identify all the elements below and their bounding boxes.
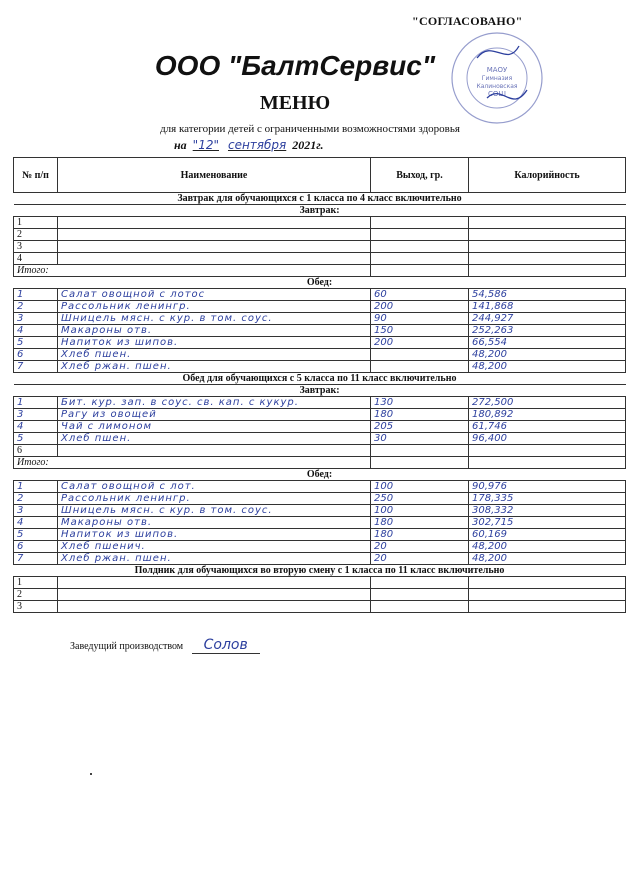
dish-yield: 60: [371, 289, 469, 301]
dish-calories: 48,200: [469, 349, 626, 361]
dish-name: Напиток из шипов.: [58, 529, 371, 541]
signature-label: Заведущий производством: [70, 641, 184, 652]
table-row: [14, 361, 626, 373]
dish-name: Напиток из шипов.: [58, 337, 371, 349]
meal-title: Обед:: [14, 469, 626, 481]
row-number: 1: [14, 577, 58, 589]
dish-calories: 302,715: [469, 517, 626, 529]
header-name: Наименование: [58, 158, 371, 193]
table-row: [14, 589, 626, 601]
stamp-seal: [447, 28, 547, 128]
dish-yield: 20: [371, 541, 469, 553]
dish-name: [58, 589, 371, 601]
row-number: 3: [14, 241, 58, 253]
dish-name: Шницель мясн. с кур. в том. соус.: [58, 505, 371, 517]
row-number: 2: [14, 589, 58, 601]
section-title: Завтрак для обучающихся с 1 класса по 4 класс включительно: [14, 193, 626, 205]
dish-yield: 180: [371, 409, 469, 421]
table-row: [14, 349, 626, 361]
table-row: [14, 433, 626, 445]
dish-name: Чай с лимоном: [58, 421, 371, 433]
dish-calories: 66,554: [469, 337, 626, 349]
table-row: [14, 229, 626, 241]
dish-calories: 96,400: [469, 433, 626, 445]
dish-calories: [469, 241, 626, 253]
dish-name: Рагу из овощей: [58, 409, 371, 421]
row-number: 1: [14, 481, 58, 493]
total-yield: [371, 457, 469, 469]
table-row: [14, 577, 626, 589]
total-row: [14, 457, 626, 469]
date-prefix: на: [174, 138, 187, 152]
dish-calories: 244,927: [469, 313, 626, 325]
dish-name: [58, 601, 371, 613]
dish-name: Рассольник ленингр.: [58, 493, 371, 505]
dish-yield: [371, 601, 469, 613]
meal-title: Обед:: [14, 277, 626, 289]
dish-calories: 48,200: [469, 361, 626, 373]
dish-calories: 48,200: [469, 553, 626, 565]
total-row: [14, 265, 626, 277]
company-name: ООО "БалтСервис": [154, 50, 436, 81]
table-row: [14, 541, 626, 553]
row-number: 5: [14, 529, 58, 541]
table-row: [14, 313, 626, 325]
dish-yield: [371, 229, 469, 241]
table-row: [14, 505, 626, 517]
section-title: Полдник для обучающихся во вторую смену с 1 класса по 11 класс включительно: [14, 565, 626, 577]
table-row: [14, 445, 626, 457]
dish-name: Хлеб пшен.: [58, 433, 371, 445]
stamp-line-4: СОШ: [488, 90, 506, 98]
total-calories: [469, 457, 626, 469]
dish-name: Рассольник ленингр.: [58, 301, 371, 313]
dish-name: [58, 241, 371, 253]
dish-yield: [371, 445, 469, 457]
total-calories: [469, 265, 626, 277]
dish-calories: 308,332: [469, 505, 626, 517]
table-row: [14, 337, 626, 349]
page-title: МЕНЮ: [259, 92, 331, 114]
dish-name: Макароны отв.: [58, 517, 371, 529]
row-number: 2: [14, 493, 58, 505]
meal-title: Завтрак:: [14, 205, 626, 217]
dish-yield: 180: [371, 529, 469, 541]
section-row: [14, 373, 626, 385]
row-number: 3: [14, 505, 58, 517]
dish-yield: [371, 577, 469, 589]
dish-name: Макароны отв.: [58, 325, 371, 337]
dish-yield: 20: [371, 553, 469, 565]
row-number: 3: [14, 409, 58, 421]
table-row: [14, 325, 626, 337]
dish-yield: 90: [371, 313, 469, 325]
approved-label: "СОГЛАСОВАНО": [412, 14, 523, 28]
table-row: [14, 241, 626, 253]
dish-name: [58, 253, 371, 265]
table-row: [14, 529, 626, 541]
dish-yield: [371, 589, 469, 601]
total-label: Итого:: [14, 457, 371, 469]
dish-yield: 200: [371, 301, 469, 313]
dish-yield: [371, 361, 469, 373]
dish-name: [58, 445, 371, 457]
dish-yield: 100: [371, 505, 469, 517]
table-header-row: [14, 158, 626, 193]
dish-yield: [371, 241, 469, 253]
dish-name: Хлеб пшен.: [58, 349, 371, 361]
meal-row: [14, 277, 626, 289]
section-row: [14, 193, 626, 205]
page-subtitle: для категории детей с ограниченными возможностями здоровья: [160, 123, 460, 135]
dish-yield: 205: [371, 421, 469, 433]
dish-calories: 272,500: [469, 397, 626, 409]
table-row: [14, 493, 626, 505]
dish-calories: 141,868: [469, 301, 626, 313]
dish-yield: 130: [371, 397, 469, 409]
table-row: [14, 409, 626, 421]
dish-calories: [469, 589, 626, 601]
row-number: 4: [14, 253, 58, 265]
signature-handwriting: Солов: [192, 637, 260, 654]
signature-block: [70, 637, 260, 653]
menu-table: [13, 157, 626, 613]
row-number: 6: [14, 349, 58, 361]
total-label: Итого:: [14, 265, 371, 277]
dish-calories: [469, 253, 626, 265]
section-row: [14, 565, 626, 577]
dish-calories: [469, 229, 626, 241]
total-yield: [371, 265, 469, 277]
table-row: [14, 397, 626, 409]
dish-yield: [371, 253, 469, 265]
stray-mark: [90, 773, 92, 775]
row-number: 4: [14, 325, 58, 337]
dish-calories: 178,335: [469, 493, 626, 505]
dish-name: [58, 229, 371, 241]
dish-calories: 48,200: [469, 541, 626, 553]
dish-name: Хлеб пшенич.: [58, 541, 371, 553]
row-number: 2: [14, 301, 58, 313]
stamp-line-3: Калиновская: [476, 83, 518, 90]
dish-yield: 180: [371, 517, 469, 529]
header-calories: Калорийность: [469, 158, 626, 193]
stamp-line-2: Гимназия: [481, 75, 513, 82]
dish-name: [58, 577, 371, 589]
table-row: [14, 421, 626, 433]
dish-calories: 60,169: [469, 529, 626, 541]
date-year: 2021г.: [292, 138, 324, 152]
row-number: 4: [14, 517, 58, 529]
dish-yield: [371, 217, 469, 229]
dish-calories: [469, 445, 626, 457]
dish-name: Салат овощной с лот.: [58, 481, 371, 493]
header-yield: Выход, гр.: [371, 158, 469, 193]
dish-yield: 250: [371, 493, 469, 505]
dish-yield: 30: [371, 433, 469, 445]
table-row: [14, 301, 626, 313]
row-number: 1: [14, 397, 58, 409]
dish-calories: 90,976: [469, 481, 626, 493]
meal-title: Завтрак:: [14, 385, 626, 397]
dish-calories: [469, 217, 626, 229]
dish-yield: 100: [371, 481, 469, 493]
dish-yield: 200: [371, 337, 469, 349]
row-number: 1: [14, 217, 58, 229]
meal-row: [14, 205, 626, 217]
dish-name: Бит. кур. зап. в соус. св. кап. с кукур.: [58, 397, 371, 409]
dish-name: Хлеб ржан. пшен.: [58, 553, 371, 565]
meal-row: [14, 469, 626, 481]
table-row: [14, 253, 626, 265]
dish-name: Салат овощной с лотос: [58, 289, 371, 301]
table-row: [14, 601, 626, 613]
row-number: 2: [14, 229, 58, 241]
stamp-line-1: МАОУ: [486, 66, 508, 74]
header-number: № п/п: [14, 158, 58, 193]
dish-calories: [469, 601, 626, 613]
meal-row: [14, 385, 626, 397]
dish-yield: [371, 349, 469, 361]
dish-calories: 61,746: [469, 421, 626, 433]
section-title: Обед для обучающихся с 5 класса по 11 класс включительно: [14, 373, 626, 385]
dish-name: Шницель мясн. с кур. в том. соус.: [58, 313, 371, 325]
table-row: [14, 553, 626, 565]
dish-calories: [469, 577, 626, 589]
menu-body: [14, 193, 626, 613]
row-number: 7: [14, 361, 58, 373]
menu-date: [174, 138, 324, 153]
dish-calories: 180,892: [469, 409, 626, 421]
table-row: [14, 481, 626, 493]
row-number: 4: [14, 421, 58, 433]
row-number: 3: [14, 313, 58, 325]
date-month: сентября: [227, 138, 287, 152]
table-row: [14, 289, 626, 301]
row-number: 5: [14, 337, 58, 349]
dish-name: [58, 217, 371, 229]
date-day: "12": [192, 138, 219, 152]
row-number: 6: [14, 445, 58, 457]
row-number: 5: [14, 433, 58, 445]
dish-calories: 252,263: [469, 325, 626, 337]
dish-name: Хлеб ржан. пшен.: [58, 361, 371, 373]
table-row: [14, 217, 626, 229]
dish-yield: 150: [371, 325, 469, 337]
row-number: 7: [14, 553, 58, 565]
table-row: [14, 517, 626, 529]
row-number: 3: [14, 601, 58, 613]
row-number: 6: [14, 541, 58, 553]
row-number: 1: [14, 289, 58, 301]
dish-calories: 54,586: [469, 289, 626, 301]
